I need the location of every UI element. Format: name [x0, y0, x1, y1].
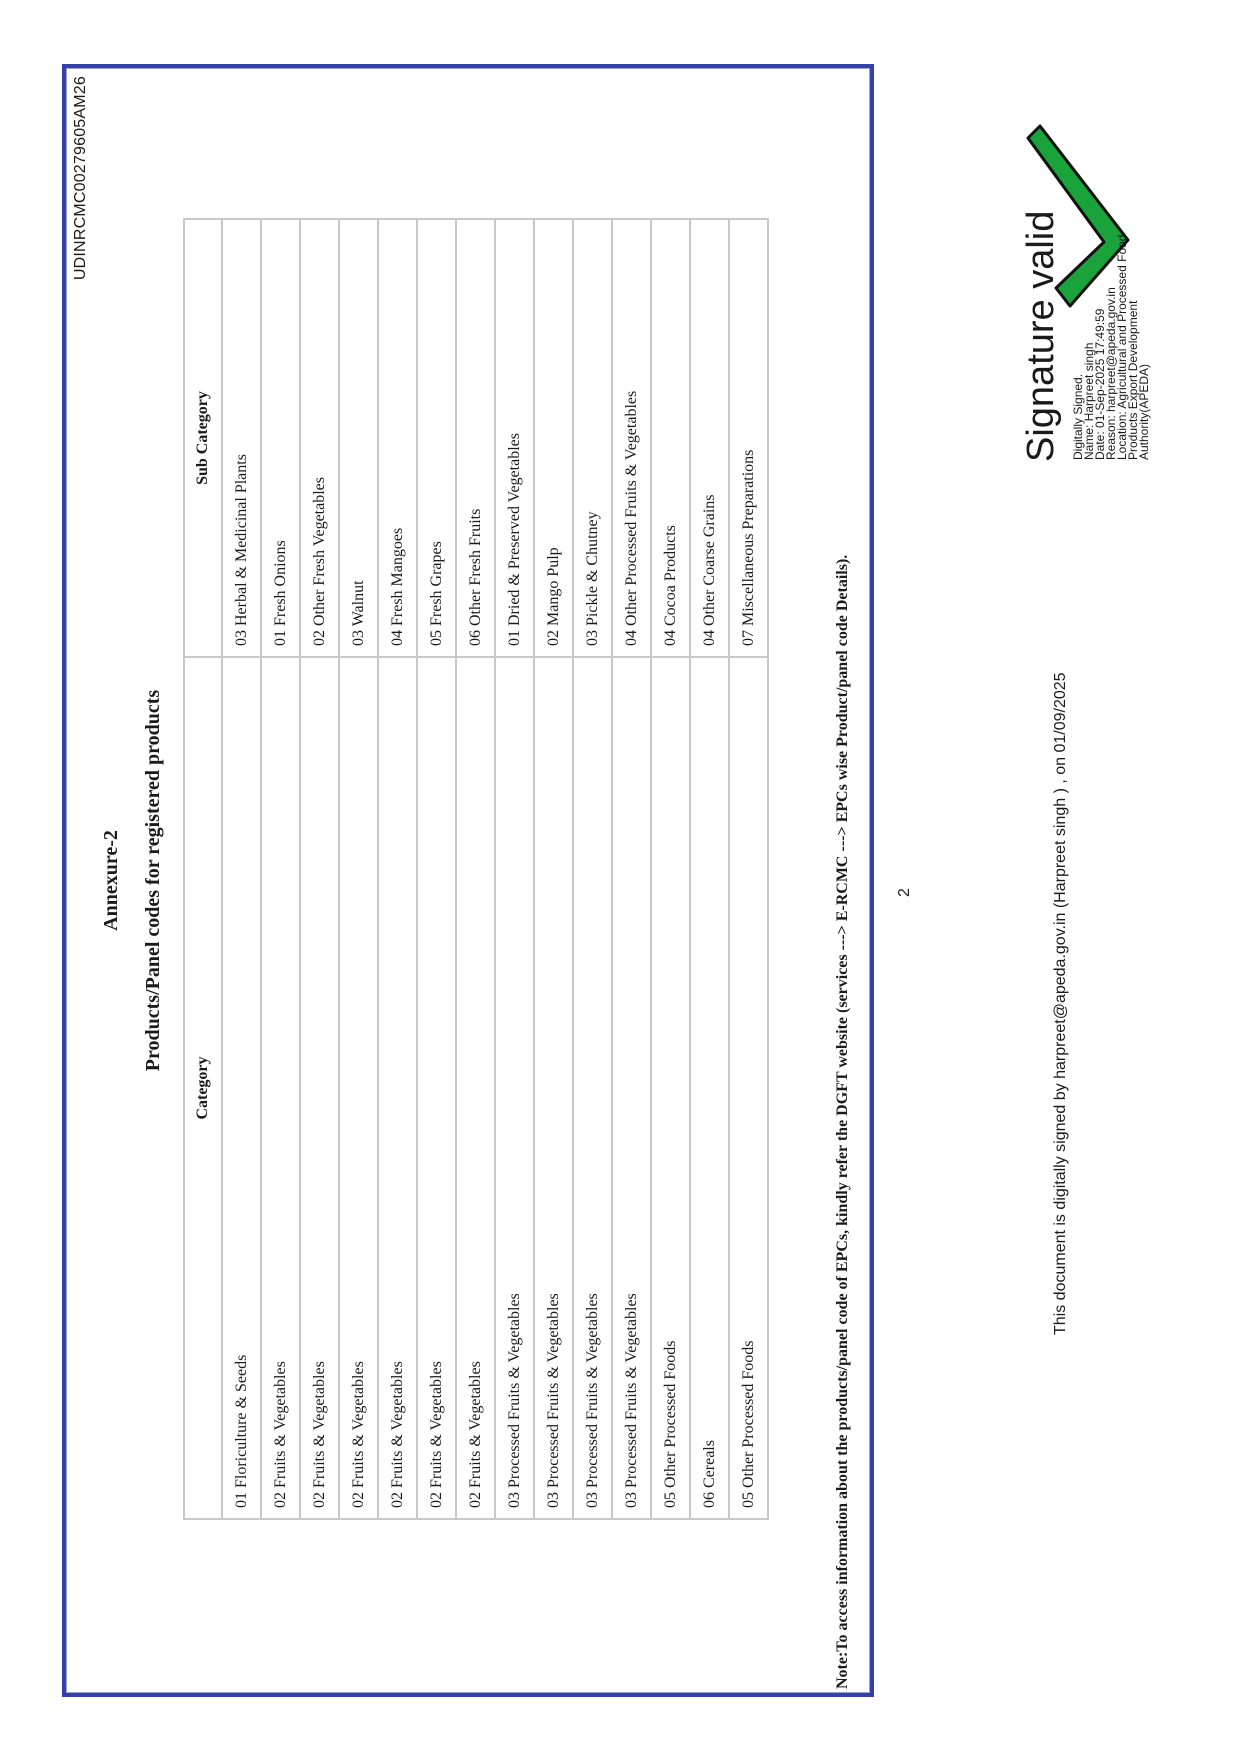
table-row [222, 219, 261, 1519]
table-row [456, 219, 495, 1519]
table-row [261, 219, 300, 1519]
signature-line: Digitally Signed. [1071, 373, 1085, 460]
table-row [690, 219, 729, 1519]
category-cell: 03 Processed Fruits & Vegetables [534, 657, 573, 1519]
category-cell: 02 Fruits & Vegetables [339, 657, 378, 1519]
product-codes-table [183, 218, 769, 1520]
sub-category-cell: 01 Fresh Onions [261, 219, 300, 657]
sub-category-cell: 03 Herbal & Medicinal Plants [222, 219, 261, 657]
signature-line: Products Export Development [1126, 300, 1140, 460]
signature-block [1020, 62, 1220, 462]
category-cell: 06 Cereals [690, 657, 729, 1519]
category-cell: 03 Processed Fruits & Vegetables [573, 657, 612, 1519]
header-sub-category: Sub Category [184, 219, 222, 657]
udin-number: UDINRCMC00279605AM26 [72, 76, 89, 281]
table-row [534, 219, 573, 1519]
table-row [417, 219, 456, 1519]
header-category: Category [184, 657, 222, 1519]
document-frame [62, 64, 874, 1697]
sub-category-cell: 03 Pickle & Chutney [573, 219, 612, 657]
category-cell: 02 Fruits & Vegetables [261, 657, 300, 1519]
category-cell: 03 Processed Fruits & Vegetables [495, 657, 534, 1519]
page-subtitle: Products/Panel codes for registered products [142, 689, 164, 1072]
annexure-title: Annexure-2 [100, 830, 122, 931]
digital-signature-footer: This document is digitally signed by harpreet@apeda.gov.in (Harpreet singh ) , on 01/09/2025 [1052, 672, 1069, 1335]
sub-category-cell: 02 Mango Pulp [534, 219, 573, 657]
table-row [573, 219, 612, 1519]
sub-category-cell: 04 Cocoa Products [651, 219, 690, 657]
sub-category-cell: 07 Miscellaneous Preparations [729, 219, 768, 657]
category-cell: 05 Other Processed Foods [729, 657, 768, 1519]
category-cell: 02 Fruits & Vegetables [378, 657, 417, 1519]
category-cell: 02 Fruits & Vegetables [417, 657, 456, 1519]
table-row [378, 219, 417, 1519]
category-cell: 02 Fruits & Vegetables [300, 657, 339, 1519]
signature-details [1073, 235, 1150, 460]
signature-line: Name: Harpreet singh [1082, 342, 1096, 460]
category-cell: 05 Other Processed Foods [651, 657, 690, 1519]
category-cell: 01 Floriculture & Seeds [222, 657, 261, 1519]
category-cell: 03 Processed Fruits & Vegetables [612, 657, 651, 1519]
sub-category-cell: 03 Walnut [339, 219, 378, 657]
signature-valid-title: Signature valid [1020, 210, 1062, 462]
page-number: 2 [896, 888, 913, 897]
sub-category-cell: 05 Fresh Grapes [417, 219, 456, 657]
table-row [300, 219, 339, 1519]
sub-category-cell: 04 Other Coarse Grains [690, 219, 729, 657]
signature-line: Date: 01-Sep-2025 17:49:59 [1093, 308, 1107, 460]
sub-category-cell: 06 Other Fresh Fruits [456, 219, 495, 657]
table-row [729, 219, 768, 1519]
table-row [339, 219, 378, 1519]
signature-line: Location: Agricultural and Processed Food [1115, 234, 1129, 460]
category-cell: 02 Fruits & Vegetables [456, 657, 495, 1519]
dgft-note: Note:To access information about the products/panel code of EPCs, kindly refer the DGFT website (services ---> E-RCMC ---> EPCs wise Product/panel code Details). [834, 554, 851, 1689]
table-row [651, 219, 690, 1519]
signature-line: Authority(APEDA) [1137, 363, 1151, 460]
sub-category-cell: 04 Other Processed Fruits & Vegetables [612, 219, 651, 657]
signature-line: Reason: harpreet@apeda.gov.in [1104, 287, 1118, 460]
table-row [612, 219, 651, 1519]
sub-category-cell: 02 Other Fresh Vegetables [300, 219, 339, 657]
table-row [495, 219, 534, 1519]
sub-category-cell: 01 Dried & Preserved Vegetables [495, 219, 534, 657]
table-header-row [184, 219, 222, 1519]
sub-category-cell: 04 Fresh Mangoes [378, 219, 417, 657]
